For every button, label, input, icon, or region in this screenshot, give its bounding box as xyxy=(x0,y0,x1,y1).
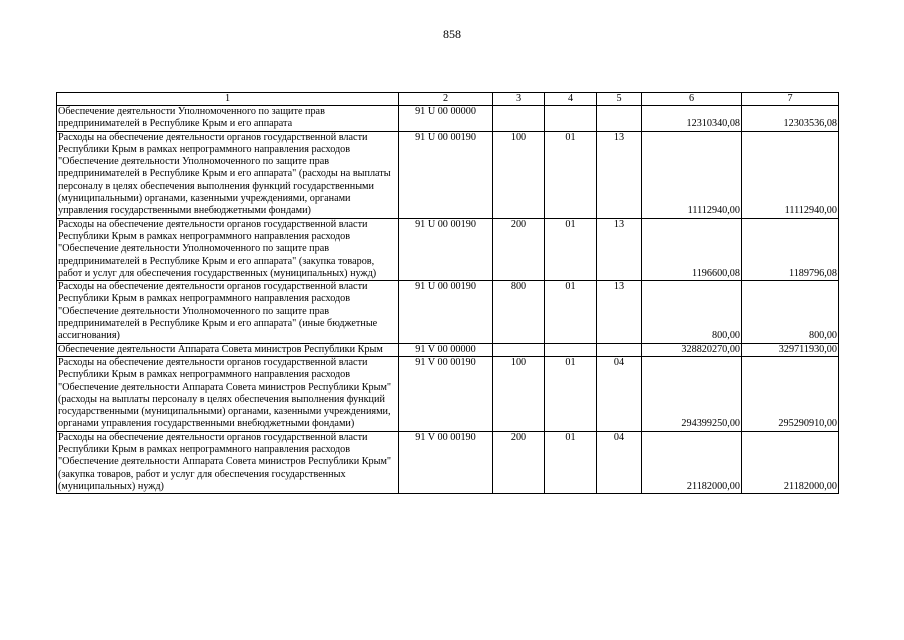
expense-name: Расходы на обеспечение деятельности органов государственной власти Республики Крым в рамках непрограммного направления расходов "Обеспечение деятельности Уполномоченного по защите прав предпринимателей в Республике Крым и его аппарата" (иные бюджетные ассигнования) xyxy=(57,281,399,343)
table-row xyxy=(57,356,839,431)
subsection-code xyxy=(597,106,642,132)
column-header: 2 xyxy=(399,93,493,106)
target-article-code: 91 U 00 00190 xyxy=(399,218,493,280)
expense-type-code: 200 xyxy=(493,218,545,280)
amount-col7: 11112940,00 xyxy=(742,131,839,218)
target-article-code: 91 U 00 00000 xyxy=(399,106,493,132)
amount-col7: 12303536,08 xyxy=(742,106,839,132)
section-code: 01 xyxy=(545,356,597,431)
amount-col6: 800,00 xyxy=(642,281,742,343)
expense-type-code: 800 xyxy=(493,281,545,343)
subsection-code: 04 xyxy=(597,356,642,431)
target-article-code: 91 V 00 00000 xyxy=(399,343,493,356)
target-article-code: 91 U 00 00190 xyxy=(399,281,493,343)
amount-col7: 329711930,00 xyxy=(742,343,839,356)
section-code xyxy=(545,106,597,132)
amount-col7: 21182000,00 xyxy=(742,431,839,493)
target-article-code: 91 U 00 00190 xyxy=(399,131,493,218)
amount-col7: 295290910,00 xyxy=(742,356,839,431)
column-header: 1 xyxy=(57,93,399,106)
amount-col6: 328820270,00 xyxy=(642,343,742,356)
subsection-code: 04 xyxy=(597,431,642,493)
amount-col6: 21182000,00 xyxy=(642,431,742,493)
section-code: 01 xyxy=(545,218,597,280)
subsection-code: 13 xyxy=(597,281,642,343)
column-header: 3 xyxy=(493,93,545,106)
expense-name: Обеспечение деятельности Уполномоченного по защите прав предпринимателей в Республике Крым и его аппарата xyxy=(57,106,399,132)
table-row xyxy=(57,218,839,280)
amount-col6: 12310340,08 xyxy=(642,106,742,132)
subsection-code xyxy=(597,343,642,356)
expense-type-code: 200 xyxy=(493,431,545,493)
page-number: 858 xyxy=(443,27,461,41)
table-row xyxy=(57,106,839,132)
expense-type-code: 100 xyxy=(493,131,545,218)
amount-col6: 11112940,00 xyxy=(642,131,742,218)
section-code xyxy=(545,343,597,356)
expense-name: Обеспечение деятельности Аппарата Совета министров Республики Крым xyxy=(57,343,399,356)
amount-col7: 1189796,08 xyxy=(742,218,839,280)
expense-name: Расходы на обеспечение деятельности органов государственной власти Республики Крым в рамках непрограммного направления расходов "Обеспечение деятельности Уполномоченного по защите прав предпринимателей в Республике Крым и его аппарата" (закупка товаров, работ и услуг для обеспечения государственных (муниципальных) нужд) xyxy=(57,218,399,280)
table-row xyxy=(57,343,839,356)
column-header: 7 xyxy=(742,93,839,106)
column-header: 4 xyxy=(545,93,597,106)
table-row xyxy=(57,431,839,493)
amount-col6: 294399250,00 xyxy=(642,356,742,431)
table-header-row xyxy=(57,93,839,106)
expense-type-code xyxy=(493,106,545,132)
target-article-code: 91 V 00 00190 xyxy=(399,431,493,493)
section-code: 01 xyxy=(545,281,597,343)
expense-type-code xyxy=(493,343,545,356)
expense-name: Расходы на обеспечение деятельности органов государственной власти Республики Крым в рамках непрограммного направления расходов "Обеспечение деятельности Аппарата Совета министров Республики Крым" (закупка товаров, работ и услуг для обеспечения государственных (муниципальных) нужд) xyxy=(57,431,399,493)
column-header: 6 xyxy=(642,93,742,106)
table-row xyxy=(57,281,839,343)
expense-name: Расходы на обеспечение деятельности органов государственной власти Республики Крым в рамках непрограммного направления расходов "Обеспечение деятельности Уполномоченного по защите прав предпринимателей в Республике Крым и его аппарата" (расходы на выплаты персоналу в целях обеспечения выполнения функций государственными (муниципальными) органами, казенными учреждениями, органами управления государственными внебюджетными фондами) xyxy=(57,131,399,218)
section-code: 01 xyxy=(545,431,597,493)
section-code: 01 xyxy=(545,131,597,218)
target-article-code: 91 V 00 00190 xyxy=(399,356,493,431)
amount-col6: 1196600,08 xyxy=(642,218,742,280)
expense-name: Расходы на обеспечение деятельности органов государственной власти Республики Крым в рамках непрограммного направления расходов "Обеспечение деятельности Аппарата Совета министров Республики Крым" (расходы на выплаты персоналу в целях обеспечения выполнения функций государственными (муниципальными) органами, казенными учреждениями, органами управления государственными внебюджетными фондами) xyxy=(57,356,399,431)
table-row xyxy=(57,131,839,218)
subsection-code: 13 xyxy=(597,131,642,218)
subsection-code: 13 xyxy=(597,218,642,280)
expense-type-code: 100 xyxy=(493,356,545,431)
budget-table xyxy=(56,92,839,494)
amount-col7: 800,00 xyxy=(742,281,839,343)
column-header: 5 xyxy=(597,93,642,106)
